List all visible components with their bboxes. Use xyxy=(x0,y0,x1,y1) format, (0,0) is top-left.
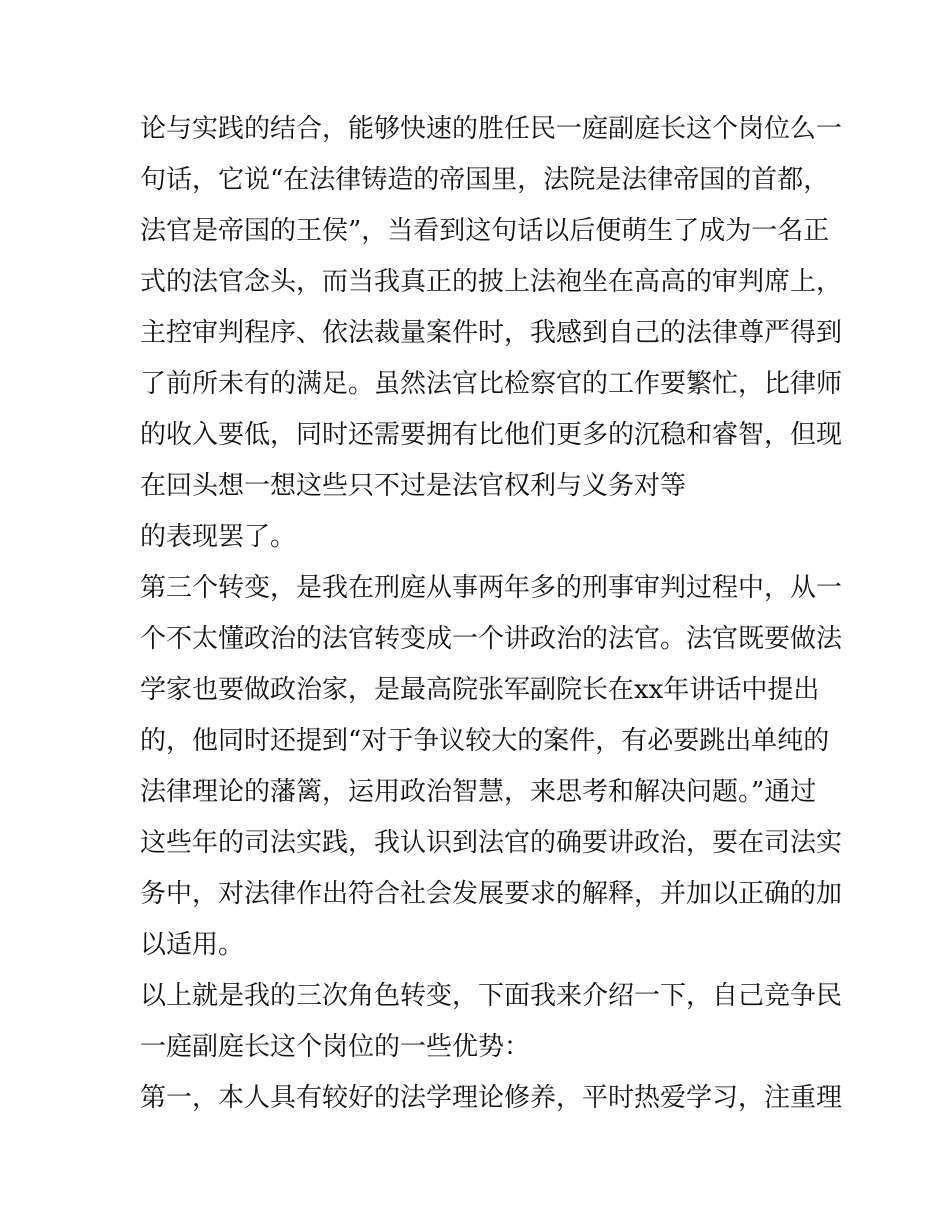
text-line: 主控审判程序、依法裁量案件时，我感到自己的法律尊严得到 xyxy=(140,318,843,348)
text-line: 式的法官念头，而当我真正的披上法袍坐在高高的审判席上， xyxy=(140,267,843,297)
text-line: 以上就是我的三次角色转变，下面我来介绍一下，自己竞争民 xyxy=(140,981,843,1011)
text-line: 第三个转变，是我在刑庭从事两年多的刑事审判过程中，从一 xyxy=(140,573,843,603)
text-line: 在回头想一想这些只不过是法官权利与义务对等 xyxy=(140,471,687,501)
text-line: 句话，它说“在法律铸造的帝国里，法院是法律帝国的首都， xyxy=(140,165,830,195)
text-line: 了前所未有的满足。虽然法官比检察官的工作要繁忙，比律师 xyxy=(140,369,843,399)
document-body xyxy=(140,104,843,1124)
text-line: 第一，本人具有较好的法学理论修养，平时热爱学习，注重理 xyxy=(140,1083,843,1113)
text-line: 的，他同时还提到“对于争议较大的案件，有必要跳出单纯的 xyxy=(140,726,830,756)
text-line: 学家也要做政治家，是最高院张军副院长在xx年讲话中提出 xyxy=(140,675,820,705)
text-line: 论与实践的结合，能够快速的胜任民一庭副庭长这个岗位么一 xyxy=(140,114,843,144)
text-line: 以适用。 xyxy=(140,930,245,960)
text-line: 法官是帝国的王侯”，当看到这句话以后便萌生了成为一名正 xyxy=(140,216,830,246)
text-line: 法律理论的藩篱，运用政治智慧，来思考和解决问题。”通过 xyxy=(140,777,817,807)
text-line: 这些年的司法实践，我认识到法官的确要讲政治，要在司法实 xyxy=(140,828,843,858)
text-line: 一庭副庭长这个岗位的一些优势： xyxy=(140,1032,531,1062)
text-line: 的表现罢了。 xyxy=(140,522,297,552)
text-line: 的收入要低，同时还需要拥有比他们更多的沉稳和睿智，但现 xyxy=(140,420,843,450)
text-line: 个不太懂政治的法官转变成一个讲政治的法官。法官既要做法 xyxy=(140,624,843,654)
text-line: 务中，对法律作出符合社会发展要求的解释，并加以正确的加 xyxy=(140,879,843,909)
